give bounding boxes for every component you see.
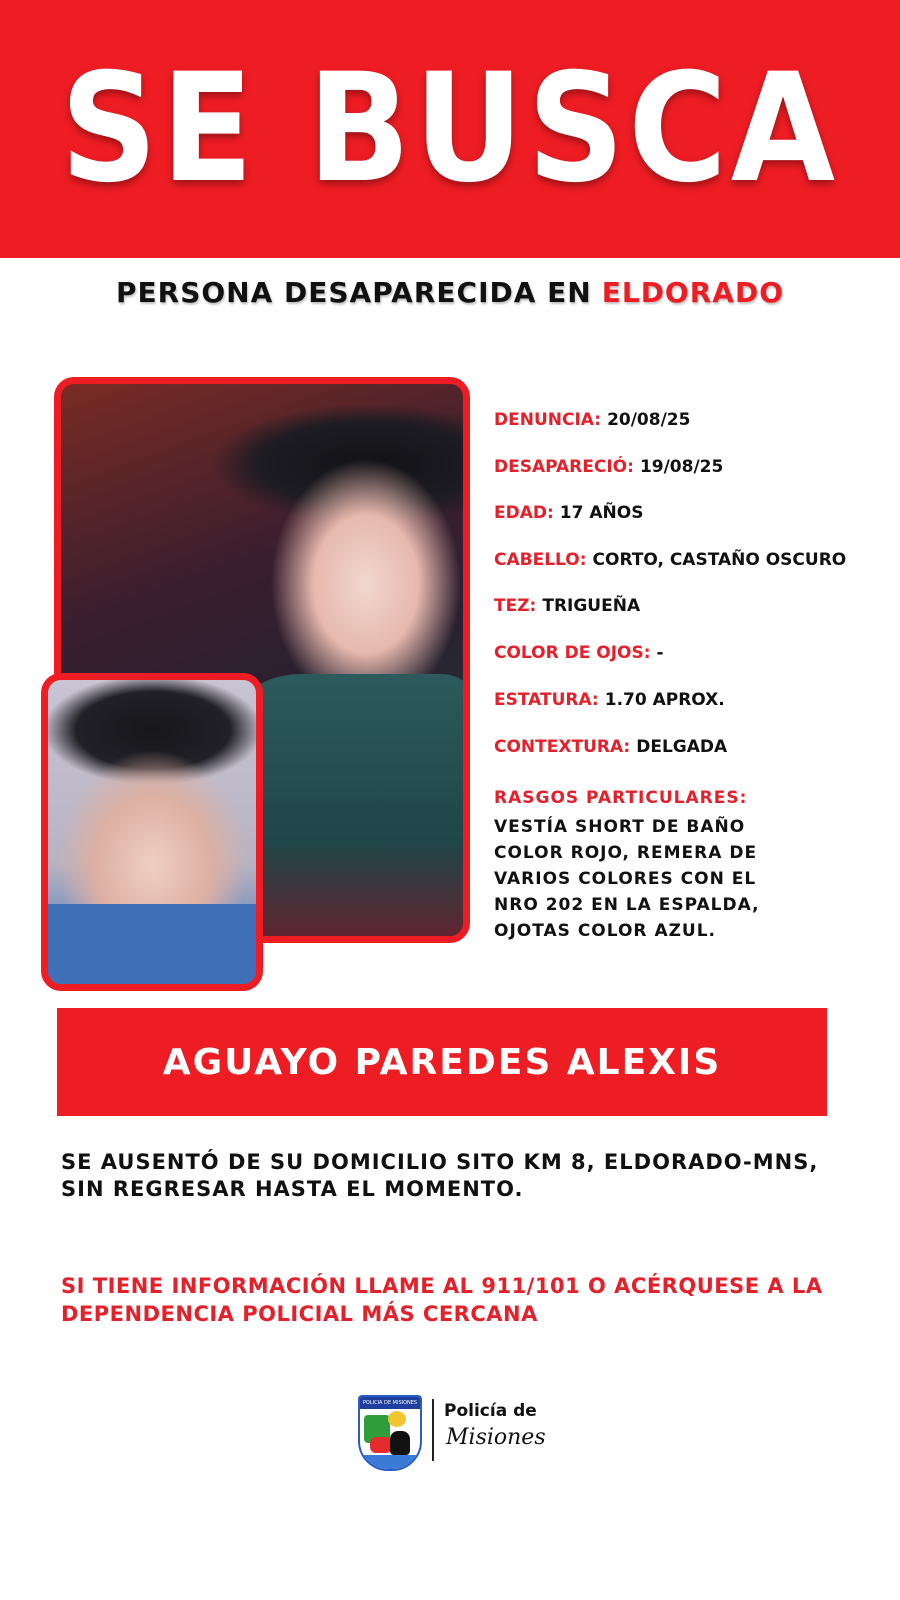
detail-desaparecio	[494, 457, 723, 477]
detail-color-de-ojos	[494, 643, 664, 663]
rasgos-text: VESTÍA SHORT DE BAÑO COLOR ROJO, REMERA DE VARIOS COLORES CON EL NRO 202 EN LA ESPALDA, OJOTAS COLOR AZUL.	[494, 817, 760, 941]
detail-value: 19/08/25	[639, 457, 724, 477]
detail-value: 1.70 APROX.	[604, 690, 725, 710]
detail-value: 17 AÑOS	[559, 503, 644, 523]
detail-label: DENUNCIA:	[494, 410, 602, 430]
detail-edad	[494, 503, 643, 523]
subtitle-city: ELDORADO	[601, 276, 785, 309]
subtitle	[0, 276, 900, 309]
detail-cabello	[494, 550, 846, 570]
detail-value: -	[656, 643, 664, 663]
detail-label: COLOR DE OJOS:	[494, 643, 651, 663]
subtitle-text: PERSONA DESAPARECIDA EN	[115, 276, 592, 309]
detail-value: TRIGUEÑA	[542, 596, 641, 616]
secondary-photo	[41, 673, 263, 991]
brand-line-1: Policía de	[444, 1401, 537, 1421]
contact-text: SI TIENE INFORMACIÓN LLAME AL 911/101 O ACÉRQUESE A LA DEPENDENCIA POLICIAL MÁS CERCANA	[61, 1274, 823, 1326]
secondary-photo-shirt	[48, 904, 263, 984]
absence-text: SE AUSENTÓ DE SU DOMICILIO SITO KM 8, ELDORADO-MNS, SIN REGRESAR HASTA EL MOMENTO.	[61, 1150, 819, 1201]
rasgos-label: RASGOS PARTICULARES:	[494, 788, 748, 808]
detail-label: EDAD:	[494, 503, 554, 523]
detail-contextura	[494, 737, 727, 757]
logo-divider	[432, 1399, 434, 1461]
police-shield-icon	[358, 1395, 422, 1471]
detail-denuncia	[494, 410, 690, 430]
detail-label: DESAPARECIÓ:	[494, 457, 634, 477]
detail-tez	[494, 596, 640, 616]
brand-line-2: Misiones	[446, 1425, 546, 1450]
header-banner	[0, 0, 900, 258]
shield-band-text: POLICIA DE MISIONES	[360, 1397, 420, 1409]
detail-label: CABELLO:	[494, 550, 587, 570]
page-title: SE BUSCA	[60, 42, 840, 216]
name-bar	[57, 1008, 827, 1116]
detail-estatura	[494, 690, 725, 710]
detail-label: TEZ:	[494, 596, 537, 616]
footer-logo	[358, 1395, 548, 1475]
detail-label: ESTATURA:	[494, 690, 599, 710]
detail-value: CORTO, CASTAÑO OSCURO	[592, 550, 847, 570]
person-name: AGUAYO PAREDES ALEXIS	[162, 1041, 722, 1083]
detail-label: CONTEXTURA:	[494, 737, 631, 757]
detail-value: DELGADA	[636, 737, 728, 757]
detail-value: 20/08/25	[607, 410, 691, 430]
